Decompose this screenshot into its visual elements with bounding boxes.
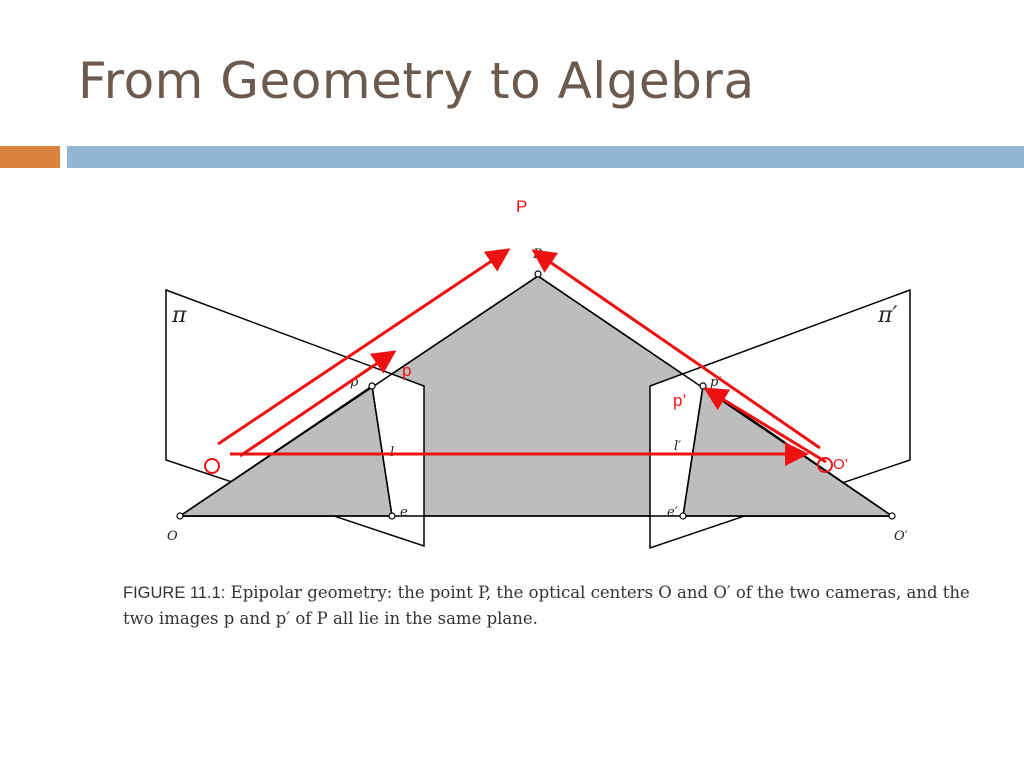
point-o-prime <box>889 513 895 519</box>
point-p <box>369 383 375 389</box>
annotation-o: O <box>203 457 217 476</box>
label-pi-prime: π′ <box>878 303 898 328</box>
label-e: e <box>400 505 408 520</box>
caption-label: FIGURE 11.1: <box>123 584 226 602</box>
point-e-prime <box>680 513 686 519</box>
label-l-prime: l′ <box>674 439 682 454</box>
label-o-prime: O′ <box>894 529 908 544</box>
point-e <box>389 513 395 519</box>
annotation-p: p <box>402 361 412 380</box>
annotation-p-prime: p’ <box>673 391 687 410</box>
label-pi: π <box>172 303 187 328</box>
annotation-o-prime: O’ <box>833 456 848 473</box>
label-p: p <box>350 375 359 390</box>
point-P <box>535 271 541 277</box>
annotation-P: P <box>516 197 528 216</box>
point-p-prime <box>700 383 706 389</box>
caption-text: Epipolar geometry: the point P, the optical centers O and O′ of the two cameras, and the two images p and p′ of P all lie in the same plane. <box>123 583 970 628</box>
label-l: l <box>390 445 395 460</box>
label-o: O <box>167 529 178 544</box>
slide-title: From Geometry to Algebra <box>78 52 755 110</box>
point-o <box>177 513 183 519</box>
label-p-prime: p′ <box>710 375 722 390</box>
label-e-prime: e′ <box>667 505 678 520</box>
figure-caption <box>123 580 973 631</box>
label-P-small: P <box>533 247 542 262</box>
